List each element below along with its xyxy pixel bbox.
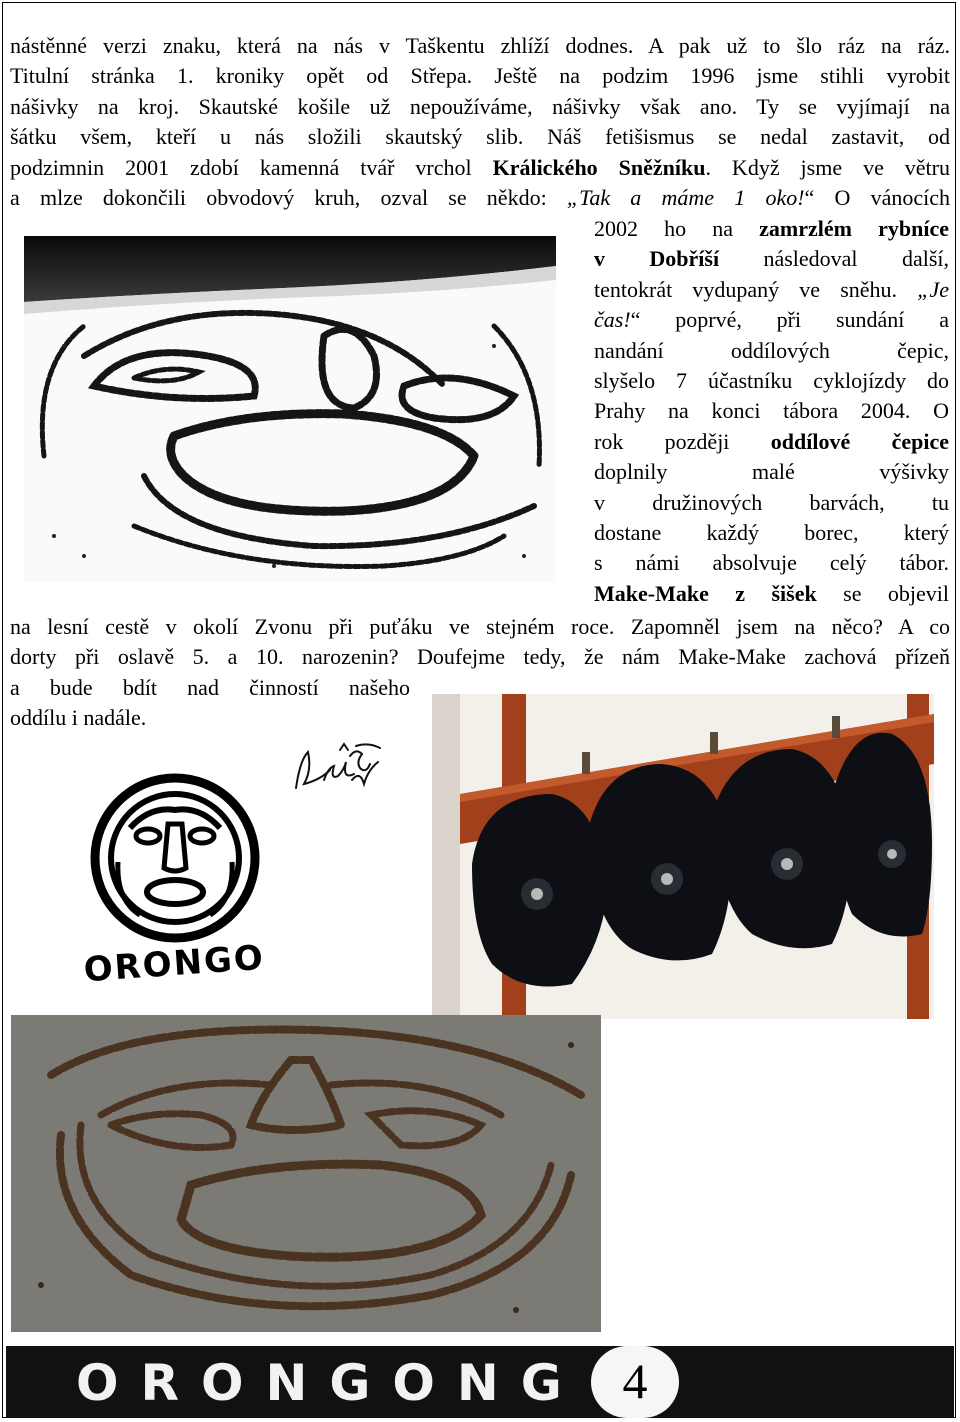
text-line: šátku všem, kteří u nás složili skautský slib. Náš fetišismus se nedal zastavit, od	[10, 124, 950, 150]
text-line: čas!“ poprvé, při sundání a	[594, 307, 949, 333]
text-line: dostane každý borec, který	[594, 520, 949, 546]
text-line: dorty při oslavě 5. a 10. narozenin? Doufejme tedy, že nám Make-Make zachová přízeň	[10, 644, 950, 670]
text-line: na lesní cestě v okolí Zvonu při puťáku ve stejném roce. Zapomněl jsem na něco? A co	[10, 614, 950, 639]
signature-image	[290, 740, 385, 797]
article-top-text	[10, 31, 950, 213]
page-number-badge	[591, 1346, 679, 1418]
page-footer-banner	[6, 1346, 954, 1418]
text-line: 2002 ho na zamrzlém rybníce	[594, 216, 950, 241]
article-column-text	[594, 214, 949, 609]
text-line: doplnily malé výšivky	[594, 459, 949, 485]
logo-wordmark: ORONGO	[82, 937, 267, 991]
snow-face-photo	[24, 236, 556, 582]
text-line: a bude bdít nad činností našeho	[10, 674, 410, 700]
text-line: v Dobříší následoval další,	[594, 246, 949, 272]
text-line: v družinových barvách, tu	[594, 489, 949, 515]
footer-title: ORONGONG	[76, 1354, 584, 1412]
text-line: rok později oddílové čepice	[594, 428, 949, 454]
text-line: podzimnin 2001 zdobí kamenná tvář vrchol Králického Sněžníku. Když jsme ve větru	[10, 154, 950, 180]
text-line: oddílu i nadále.	[10, 705, 147, 731]
text-line: Make-Make z šišek se objevil	[594, 580, 949, 606]
text-line: nandání oddílových čepic,	[594, 337, 949, 363]
text-line: nášivky na kroj. Skautské košile už nepoužíváme, nášivky však ano. Ty se vyjímají na	[10, 93, 950, 119]
text-line: tentokrát vydupaný ve sněhu. „Je	[594, 276, 949, 302]
text-line: Prahy na konci tábora 2004. O	[594, 398, 949, 424]
caps-photo	[432, 694, 934, 1019]
text-line: nástěnné verzi znaku, která na nás v Taškentu zhlíží dodnes. A pak už to šlo ráz na ráz.	[10, 33, 950, 58]
pinecone-face-photo	[11, 1015, 601, 1332]
orongo-logo	[70, 770, 280, 1005]
text-line: slyšelo 7 účastníku cyklojízdy do	[594, 368, 949, 394]
page-number: 4	[622, 1353, 648, 1409]
text-line: Titulní stránka 1. kroniky opět od Střepa. Ještě na podzim 1996 jsme stihli vyrobit	[10, 63, 950, 89]
text-line: s námi absolvuje celý tábor.	[594, 550, 949, 576]
text-line: a mlze dokončili obvodový kruh, ozval se někdo: „Tak a máme 1 oko!“ O vánocích	[10, 185, 951, 211]
